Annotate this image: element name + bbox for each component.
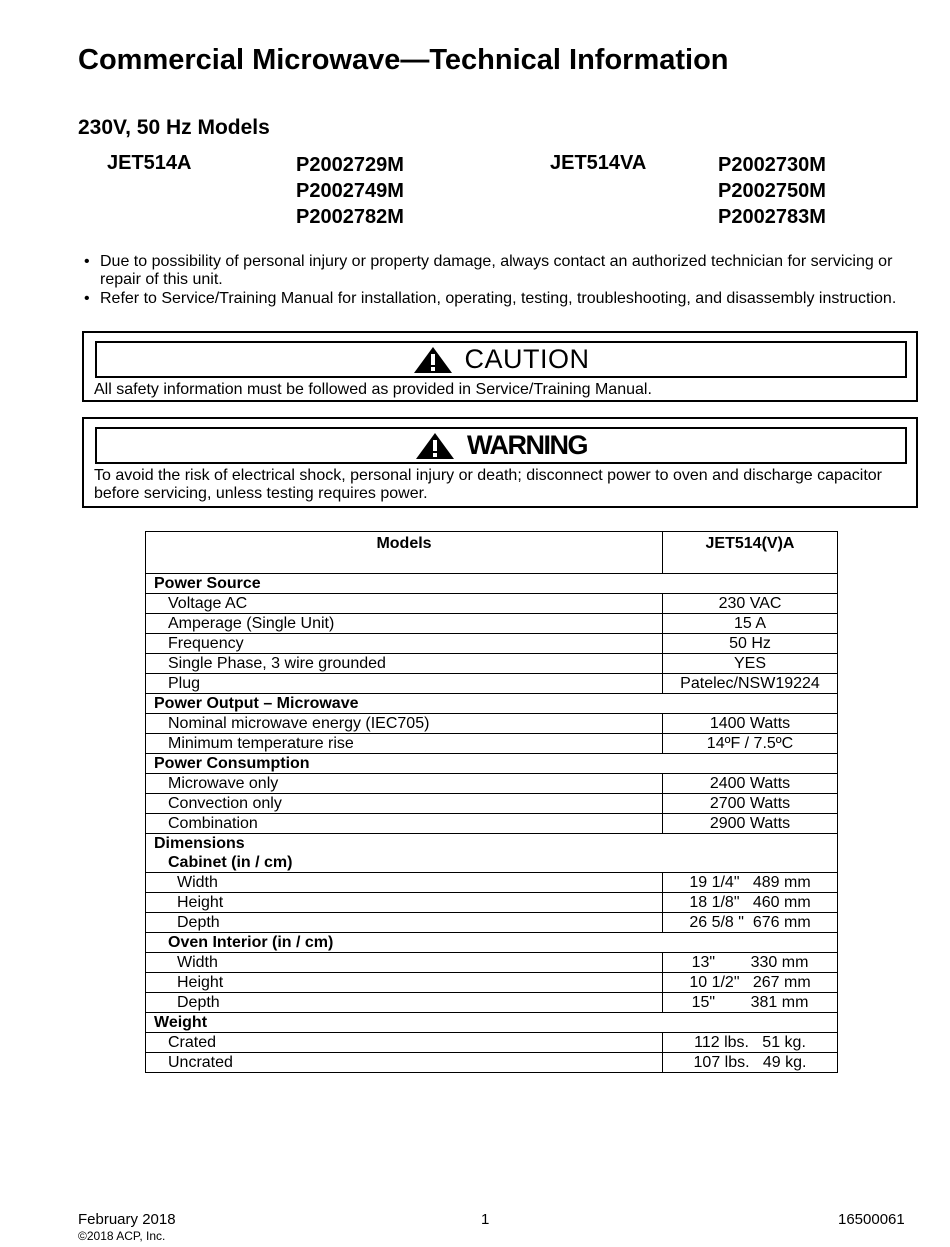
table-section-row bbox=[146, 574, 838, 594]
table-subsection-row bbox=[146, 853, 838, 873]
spec-label: Uncrated bbox=[146, 1053, 663, 1073]
table-row bbox=[146, 634, 838, 654]
table-row bbox=[146, 1033, 838, 1053]
header-model-value: JET514(V)A bbox=[663, 532, 838, 574]
table-row bbox=[146, 913, 838, 933]
spec-value: 13" 330 mm bbox=[663, 953, 838, 973]
table-row bbox=[146, 873, 838, 893]
notes-list bbox=[84, 253, 920, 309]
spec-label: Depth bbox=[146, 993, 663, 1013]
table-subsection-row bbox=[146, 933, 838, 953]
spec-value: 26 5/8 " 676 mm bbox=[663, 913, 838, 933]
note-item: • Refer to Service/Training Manual for installation, operating, testing, troubleshooting, and disassembly instruction. bbox=[84, 290, 920, 308]
caution-box bbox=[82, 331, 918, 402]
table-row bbox=[146, 654, 838, 674]
part-number: P2002750M bbox=[718, 180, 826, 202]
spec-value: 2700 Watts bbox=[663, 794, 838, 814]
section-label: Power Source bbox=[146, 574, 838, 594]
section-label: Weight bbox=[146, 1013, 838, 1033]
warning-label: WARNING bbox=[467, 430, 587, 460]
table-row bbox=[146, 594, 838, 614]
spec-value: 2900 Watts bbox=[663, 814, 838, 834]
spec-value: YES bbox=[663, 654, 838, 674]
spec-label: Minimum temperature rise bbox=[146, 734, 663, 754]
table-row bbox=[146, 734, 838, 754]
caution-header bbox=[95, 341, 907, 378]
model-name-left: JET514A bbox=[107, 152, 192, 174]
spec-value: Patelec/NSW19224 bbox=[663, 674, 838, 694]
spec-value: 15 A bbox=[663, 614, 838, 634]
section-label: Cabinet (in / cm) bbox=[146, 853, 838, 873]
spec-value: 18 1/8" 460 mm bbox=[663, 893, 838, 913]
table-row bbox=[146, 614, 838, 634]
spec-label: Convection only bbox=[146, 794, 663, 814]
document-number: 16500061 bbox=[838, 1211, 905, 1228]
spec-label: Nominal microwave energy (IEC705) bbox=[146, 714, 663, 734]
caution-text: All safety information must be followed as provided in Service/Training Manual. bbox=[94, 381, 652, 398]
spec-value: 1400 Watts bbox=[663, 714, 838, 734]
table-row bbox=[146, 973, 838, 993]
spec-label: Microwave only bbox=[146, 774, 663, 794]
section-label: Power Output – Microwave bbox=[146, 694, 838, 714]
table-row bbox=[146, 953, 838, 973]
spec-value: 50 Hz bbox=[663, 634, 838, 654]
spec-value: 112 lbs. 51 kg. bbox=[663, 1033, 838, 1053]
spec-value: 2400 Watts bbox=[663, 774, 838, 794]
spec-label: Single Phase, 3 wire grounded bbox=[146, 654, 663, 674]
table-row bbox=[146, 774, 838, 794]
spec-value: 15" 381 mm bbox=[663, 993, 838, 1013]
part-numbers-left bbox=[296, 152, 404, 230]
spec-table bbox=[145, 531, 838, 1073]
note-item: • Due to possibility of personal injury or property damage, always contact an authorized technician for servicing or repair of this unit. bbox=[84, 253, 920, 289]
page-title: Commercial Microwave—Technical Information bbox=[78, 44, 729, 76]
spec-label: Frequency bbox=[146, 634, 663, 654]
part-number: P2002749M bbox=[296, 180, 404, 202]
table-row bbox=[146, 674, 838, 694]
table-row bbox=[146, 714, 838, 734]
part-number: P2002729M bbox=[296, 154, 404, 176]
section-label: Power Consumption bbox=[146, 754, 838, 774]
spec-value: 14ºF / 7.5ºC bbox=[663, 734, 838, 754]
table-section-row bbox=[146, 694, 838, 714]
spec-label: Crated bbox=[146, 1033, 663, 1053]
table-row bbox=[146, 1053, 838, 1073]
spec-label: Plug bbox=[146, 674, 663, 694]
spec-label: Height bbox=[146, 973, 663, 993]
warning-triangle-icon bbox=[413, 346, 453, 374]
part-number: P2002783M bbox=[718, 206, 826, 228]
spec-value: 230 VAC bbox=[663, 594, 838, 614]
table-row bbox=[146, 893, 838, 913]
table-row bbox=[146, 814, 838, 834]
part-number: P2002730M bbox=[718, 154, 826, 176]
spec-label: Width bbox=[146, 873, 663, 893]
spec-value: 19 1/4" 489 mm bbox=[663, 873, 838, 893]
spec-label: Voltage AC bbox=[146, 594, 663, 614]
spec-value: 107 lbs. 49 kg. bbox=[663, 1053, 838, 1073]
warning-header bbox=[95, 427, 907, 464]
section-label: Oven Interior (in / cm) bbox=[146, 933, 838, 953]
table-section-row bbox=[146, 1013, 838, 1033]
section-label: Dimensions bbox=[146, 834, 838, 854]
footer-date: February 2018 bbox=[78, 1211, 176, 1228]
table-row bbox=[146, 794, 838, 814]
spec-label: Depth bbox=[146, 913, 663, 933]
part-numbers-right bbox=[718, 152, 826, 230]
spec-label: Height bbox=[146, 893, 663, 913]
part-number: P2002782M bbox=[296, 206, 404, 228]
model-name-right: JET514VA bbox=[550, 152, 647, 174]
table-section-row bbox=[146, 834, 838, 854]
page-number: 1 bbox=[481, 1211, 490, 1228]
warning-text: To avoid the risk of electrical shock, personal injury or death; disconnect power to oven and discharge capacitor before servicing, unless testing requires power. bbox=[94, 467, 882, 502]
spec-label: Width bbox=[146, 953, 663, 973]
spec-label: Amperage (Single Unit) bbox=[146, 614, 663, 634]
spec-value: 10 1/2" 267 mm bbox=[663, 973, 838, 993]
warning-box bbox=[82, 417, 918, 508]
footer-copyright: ©2018 ACP, Inc. bbox=[78, 1229, 166, 1243]
warning-triangle-icon bbox=[415, 432, 455, 460]
table-row bbox=[146, 993, 838, 1013]
spec-label: Combination bbox=[146, 814, 663, 834]
table-section-row bbox=[146, 754, 838, 774]
header-models: Models bbox=[146, 532, 663, 574]
table-header-row bbox=[146, 532, 838, 574]
page-subtitle: 230V, 50 Hz Models bbox=[78, 116, 270, 139]
caution-label: CAUTION bbox=[464, 344, 590, 374]
